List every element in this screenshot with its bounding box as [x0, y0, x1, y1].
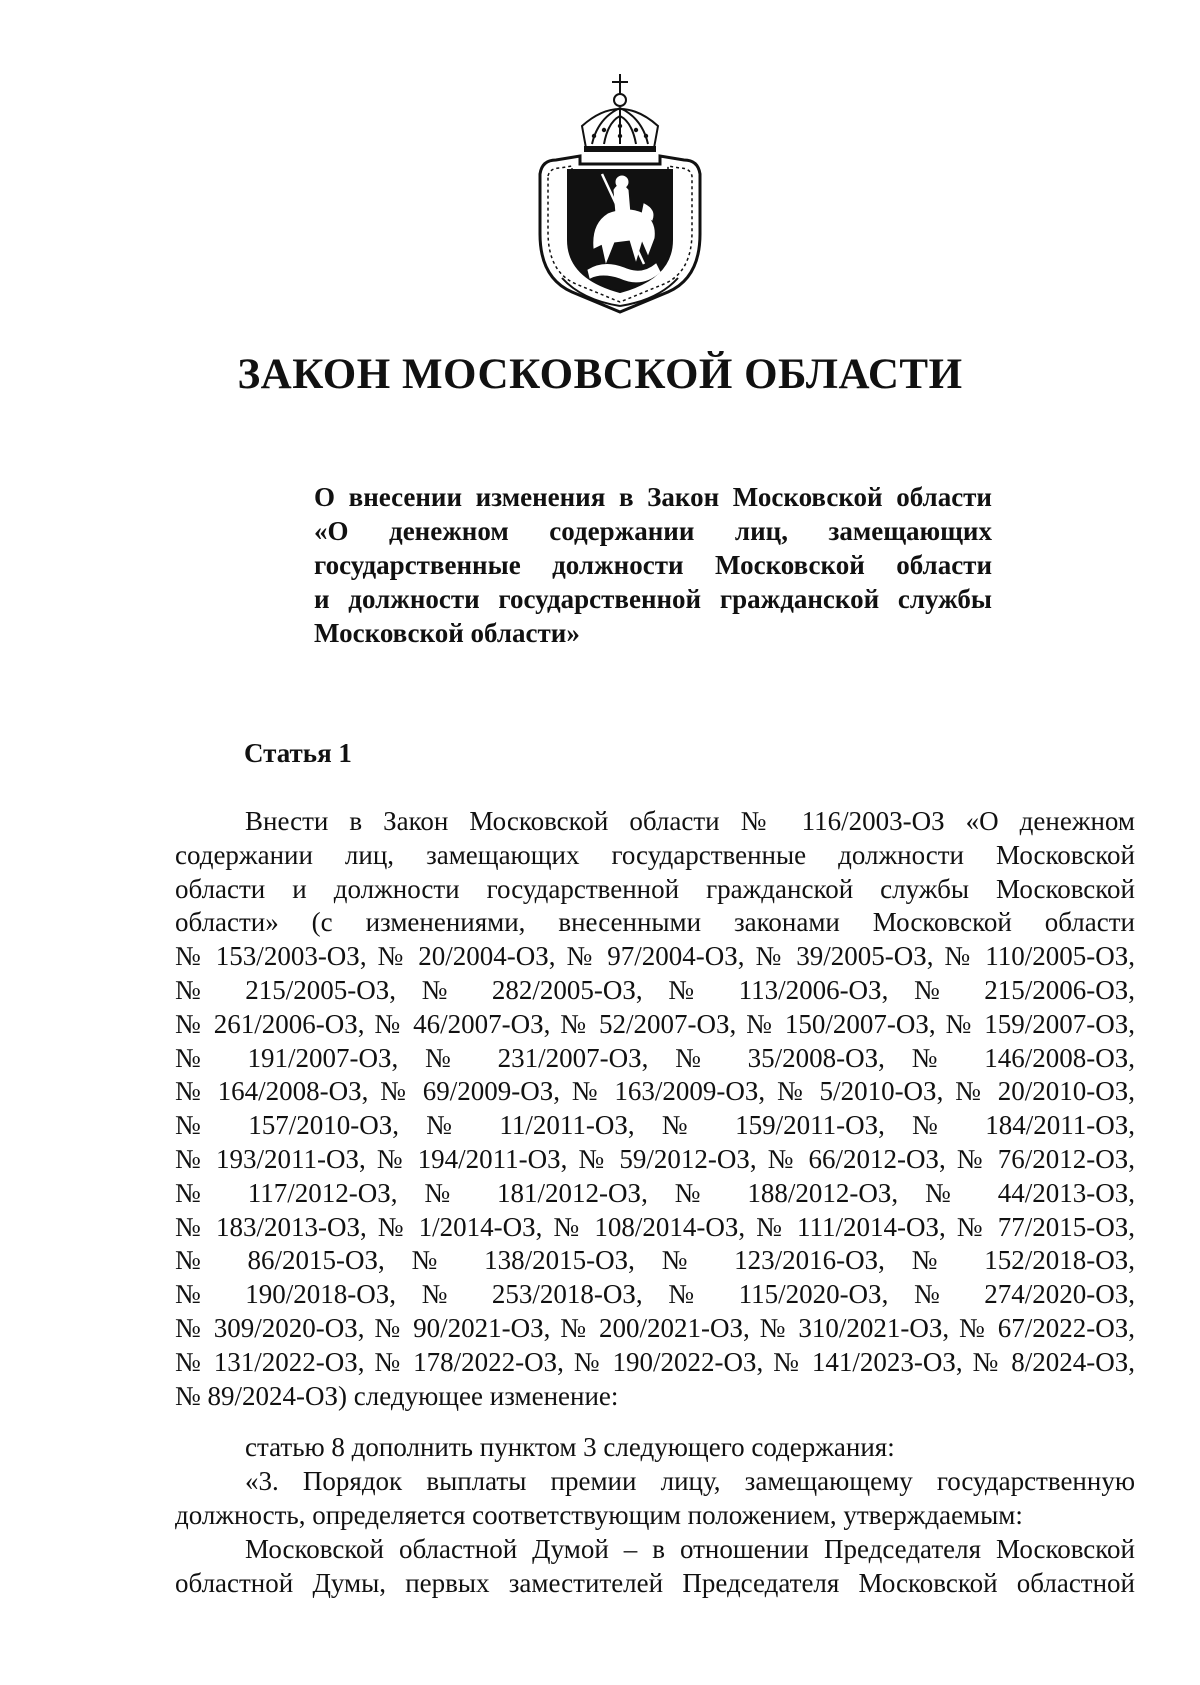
body-line: № 86/2015-ОЗ, № 138/2015-ОЗ, № 123/2016-ОЗ, № 152/2018-ОЗ,: [175, 1245, 1135, 1276]
coat-of-arms-icon: [532, 64, 708, 314]
body-line: № 190/2018-ОЗ, № 253/2018-ОЗ, № 115/2020-ОЗ, № 274/2020-ОЗ,: [175, 1279, 1135, 1310]
body-line: № 309/2020-ОЗ, № 90/2021-ОЗ, № 200/2021-ОЗ, № 310/2021-ОЗ, № 67/2022-ОЗ,: [175, 1312, 1135, 1343]
subject-line: Московской области»: [314, 618, 580, 648]
law-subject: [314, 480, 992, 650]
body-line: Внести в Закон Московской области № 116/2003-ОЗ «О денежном: [245, 806, 1135, 836]
body-line: № 117/2012-ОЗ, № 181/2012-ОЗ, № 188/2012-ОЗ, № 44/2013-ОЗ,: [175, 1177, 1135, 1208]
amendment-line: статью 8 дополнить пунктом 3 следующего содержания:: [245, 1432, 895, 1463]
body-line: № 191/2007-ОЗ, № 231/2007-ОЗ, № 35/2008-ОЗ, № 146/2008-ОЗ,: [175, 1042, 1135, 1073]
article-body: [175, 805, 1135, 1600]
body-line: № 153/2003-ОЗ, № 20/2004-ОЗ, № 97/2004-ОЗ, № 39/2005-ОЗ, № 110/2005-ОЗ,: [175, 941, 1135, 972]
subject-line: О внесении изменения в Закон Московской области: [314, 482, 992, 512]
article-heading: Статья 1: [244, 738, 352, 768]
document-title: ЗАКОН МОСКОВСКОЙ ОБЛАСТИ: [237, 351, 963, 398]
body-line: № 157/2010-ОЗ, № 11/2011-ОЗ, № 159/2011-ОЗ, № 184/2011-ОЗ,: [175, 1110, 1135, 1141]
subject-line: государственные должности Московской области: [314, 550, 992, 580]
body-line: № 183/2013-ОЗ, № 1/2014-ОЗ, № 108/2014-ОЗ, № 111/2014-ОЗ, № 77/2015-ОЗ,: [175, 1211, 1135, 1242]
amendment-line: областной Думы, первых заместителей Председателя Московской областной: [175, 1567, 1135, 1598]
subject-line: «О денежном содержании лиц, замещающих: [314, 516, 992, 546]
amendment-line: «3. Порядок выплаты премии лицу, замещающему государственную: [245, 1466, 1135, 1497]
body-line: № 215/2005-ОЗ, № 282/2005-ОЗ, № 113/2006-ОЗ, № 215/2006-ОЗ,: [175, 974, 1135, 1005]
body-line: № 193/2011-ОЗ, № 194/2011-ОЗ, № 59/2012-ОЗ, № 66/2012-ОЗ, № 76/2012-ОЗ,: [175, 1143, 1135, 1174]
body-line: области и должности государственной гражданской службы Московской: [175, 873, 1135, 904]
amendment-line: должность, определяется соответствующим положением, утверждаемым:: [175, 1499, 1023, 1530]
paragraph-gap: [175, 1413, 1135, 1431]
amendment-line: Московской областной Думой – в отношении Председателя Московской: [245, 1533, 1135, 1564]
body-line: № 131/2022-ОЗ, № 178/2022-ОЗ, № 190/2022-ОЗ, № 141/2023-ОЗ, № 8/2024-ОЗ,: [175, 1346, 1135, 1377]
subject-line: и должности государственной гражданской службы: [314, 584, 992, 614]
body-line: области» (с изменениями, внесенными законами Московской области: [175, 907, 1135, 938]
body-line: № 89/2024-ОЗ) следующее изменение:: [175, 1380, 619, 1411]
body-line: содержании лиц, замещающих государственные должности Московской: [175, 839, 1135, 870]
body-line: № 164/2008-ОЗ, № 69/2009-ОЗ, № 163/2009-ОЗ, № 5/2010-ОЗ, № 20/2010-ОЗ,: [175, 1076, 1135, 1107]
body-line: № 261/2006-ОЗ, № 46/2007-ОЗ, № 52/2007-ОЗ, № 150/2007-ОЗ, № 159/2007-ОЗ,: [175, 1008, 1135, 1039]
